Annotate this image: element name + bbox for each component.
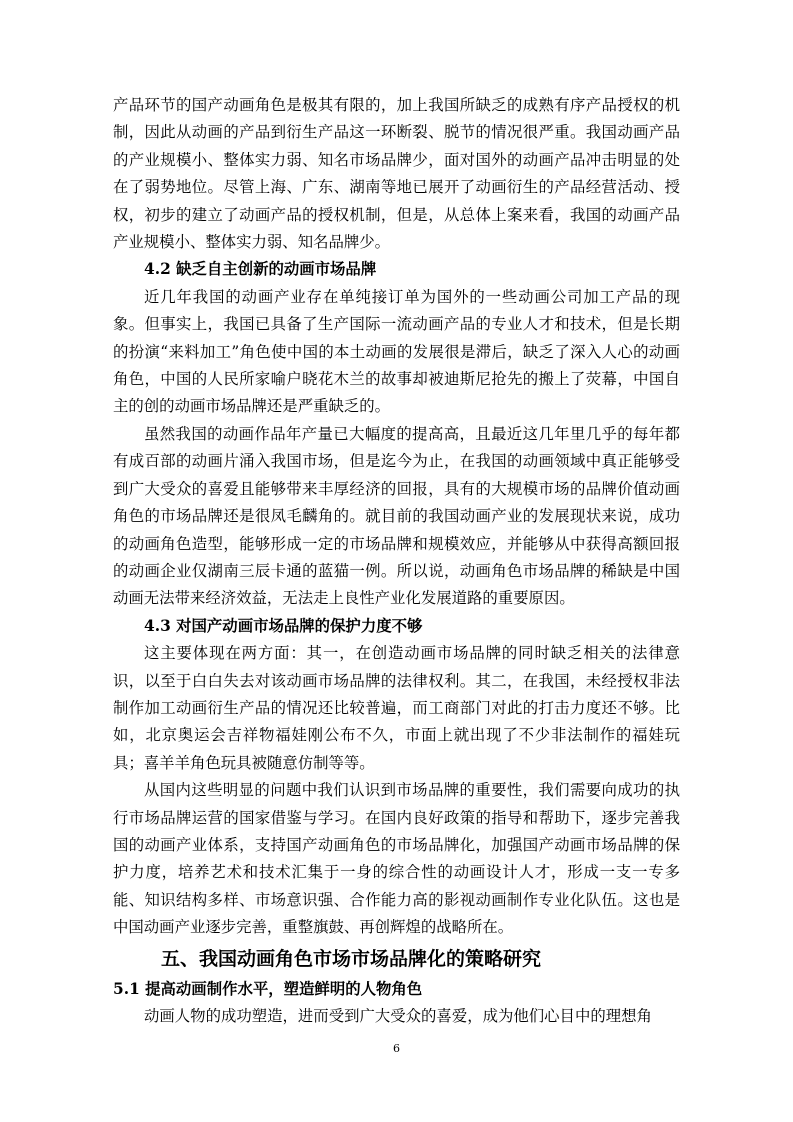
chapter-heading-5: 五、我国动画角色市场市场品牌化的策略研究 (161, 947, 542, 970)
paragraph-brand-scarcity: 虽然我国的动画作品年产量已大幅度的提高高，且最近这几年里几乎的每年都有成百部的动画片涌入我国市场，但是迄今为止，在我国的动画领域中真正能够受到广大受众的喜爱且能够带来丰厚经济的回报，具有的大规模市场的品牌价值动画角色的市场品牌还是很凤毛麟角的。就目前的我国动画产业的发展现状来说，成功的动画角色造型，能够形成一定的市场品牌和规模效应，并能够从中获得高额回报的动画企业仅湖南三辰卡通的蓝猫一例。所以说，动画角色市场品牌的稀缺是中国动画无法带来经济效益，无法走上良性产业化发展道路的重要原因。 (113, 424, 680, 608)
paragraph-continuation: 产品环节的国产动画角色是极其有限的，加上我国所缺乏的成熟有序产品授权的机制，因此从动画的产品到衍生产品这一环断裂、脱节的情况很严重。我国动画产品的产业规模小、整体实力弱、知名市场品牌少，面对国外的动画产品冲击明显的处在了弱势地位。尽管上海、广东、湖南等地已展开了动画衍生的产品经营活动、授权，初步的建立了动画产品的授权机制，但是，从总体上案来看，我国的动画产品产业规模小、整体实力弱、知名品牌少。 (113, 96, 680, 252)
document-body (113, 92, 680, 1030)
paragraph-processing-orders: 近几年我国的动画产业存在单纯接订单为国外的一些动画公司加工产品的现象。但事实上，我国已具备了生产国际一流动画产品的专业人才和技术，但是长期的扮演“来料加工”角色使中国的本土动画的发展很是滞后，缺乏了深入人心的动画角色，中国的人民所家喻户晓花木兰的故事却被迪斯尼抢先的搬上了荧幕，中国自主的创的动画市场品牌还是严重缺乏的。 (113, 287, 680, 416)
paragraph-lessons: 从国内这些明显的问题中我们认识到市场品牌的重要性，我们需要向成功的执行市场品牌运营的国家借鉴与学习。在国内良好政策的指导和帮助下，逐步完善我国的动画产业体系，支持国产动画角色的市场品牌化，加强国产动画市场品牌的保护力度，培养艺术和技术汇集于一身的综合性的动画设计人才，形成一支一专多能、知识结构多样、市场意识强、合作能力高的影视动画制作专业化队伍。这也是中国动画产业逐步完善，重整旗鼓、再创辉煌的战略所在。 (113, 781, 680, 937)
page-number: 6 (393, 1042, 400, 1055)
paragraph-protection: 这主要体现在两方面：其一，在创造动画市场品牌的同时缺乏相关的法律意识，以至于白白失去对该动画市场品牌的法律权利。其二，在我国，未经授权非法制作加工动画衍生产品的情况还比较普遍，而工商部门对此的打击力度还不够。比如，北京奥运会吉祥物福娃刚公布不久，市面上就出现了不少非法制作的福娃玩具；喜羊羊角色玩具被随意仿制等等。 (113, 644, 680, 772)
section-heading-4-3: 4.3 对国产动画市场品牌的保护力度不够 (144, 616, 423, 635)
paragraph-character-shaping: 动画人物的成功塑造，进而受到广大受众的喜爱，成为他们心目中的理想角 (144, 1007, 652, 1025)
section-heading-5-1: 5.1 提高动画制作水平，塑造鲜明的人物角色 (113, 979, 423, 998)
section-heading-4-2: 4.2 缺乏自主创新的动画市场品牌 (144, 260, 377, 279)
